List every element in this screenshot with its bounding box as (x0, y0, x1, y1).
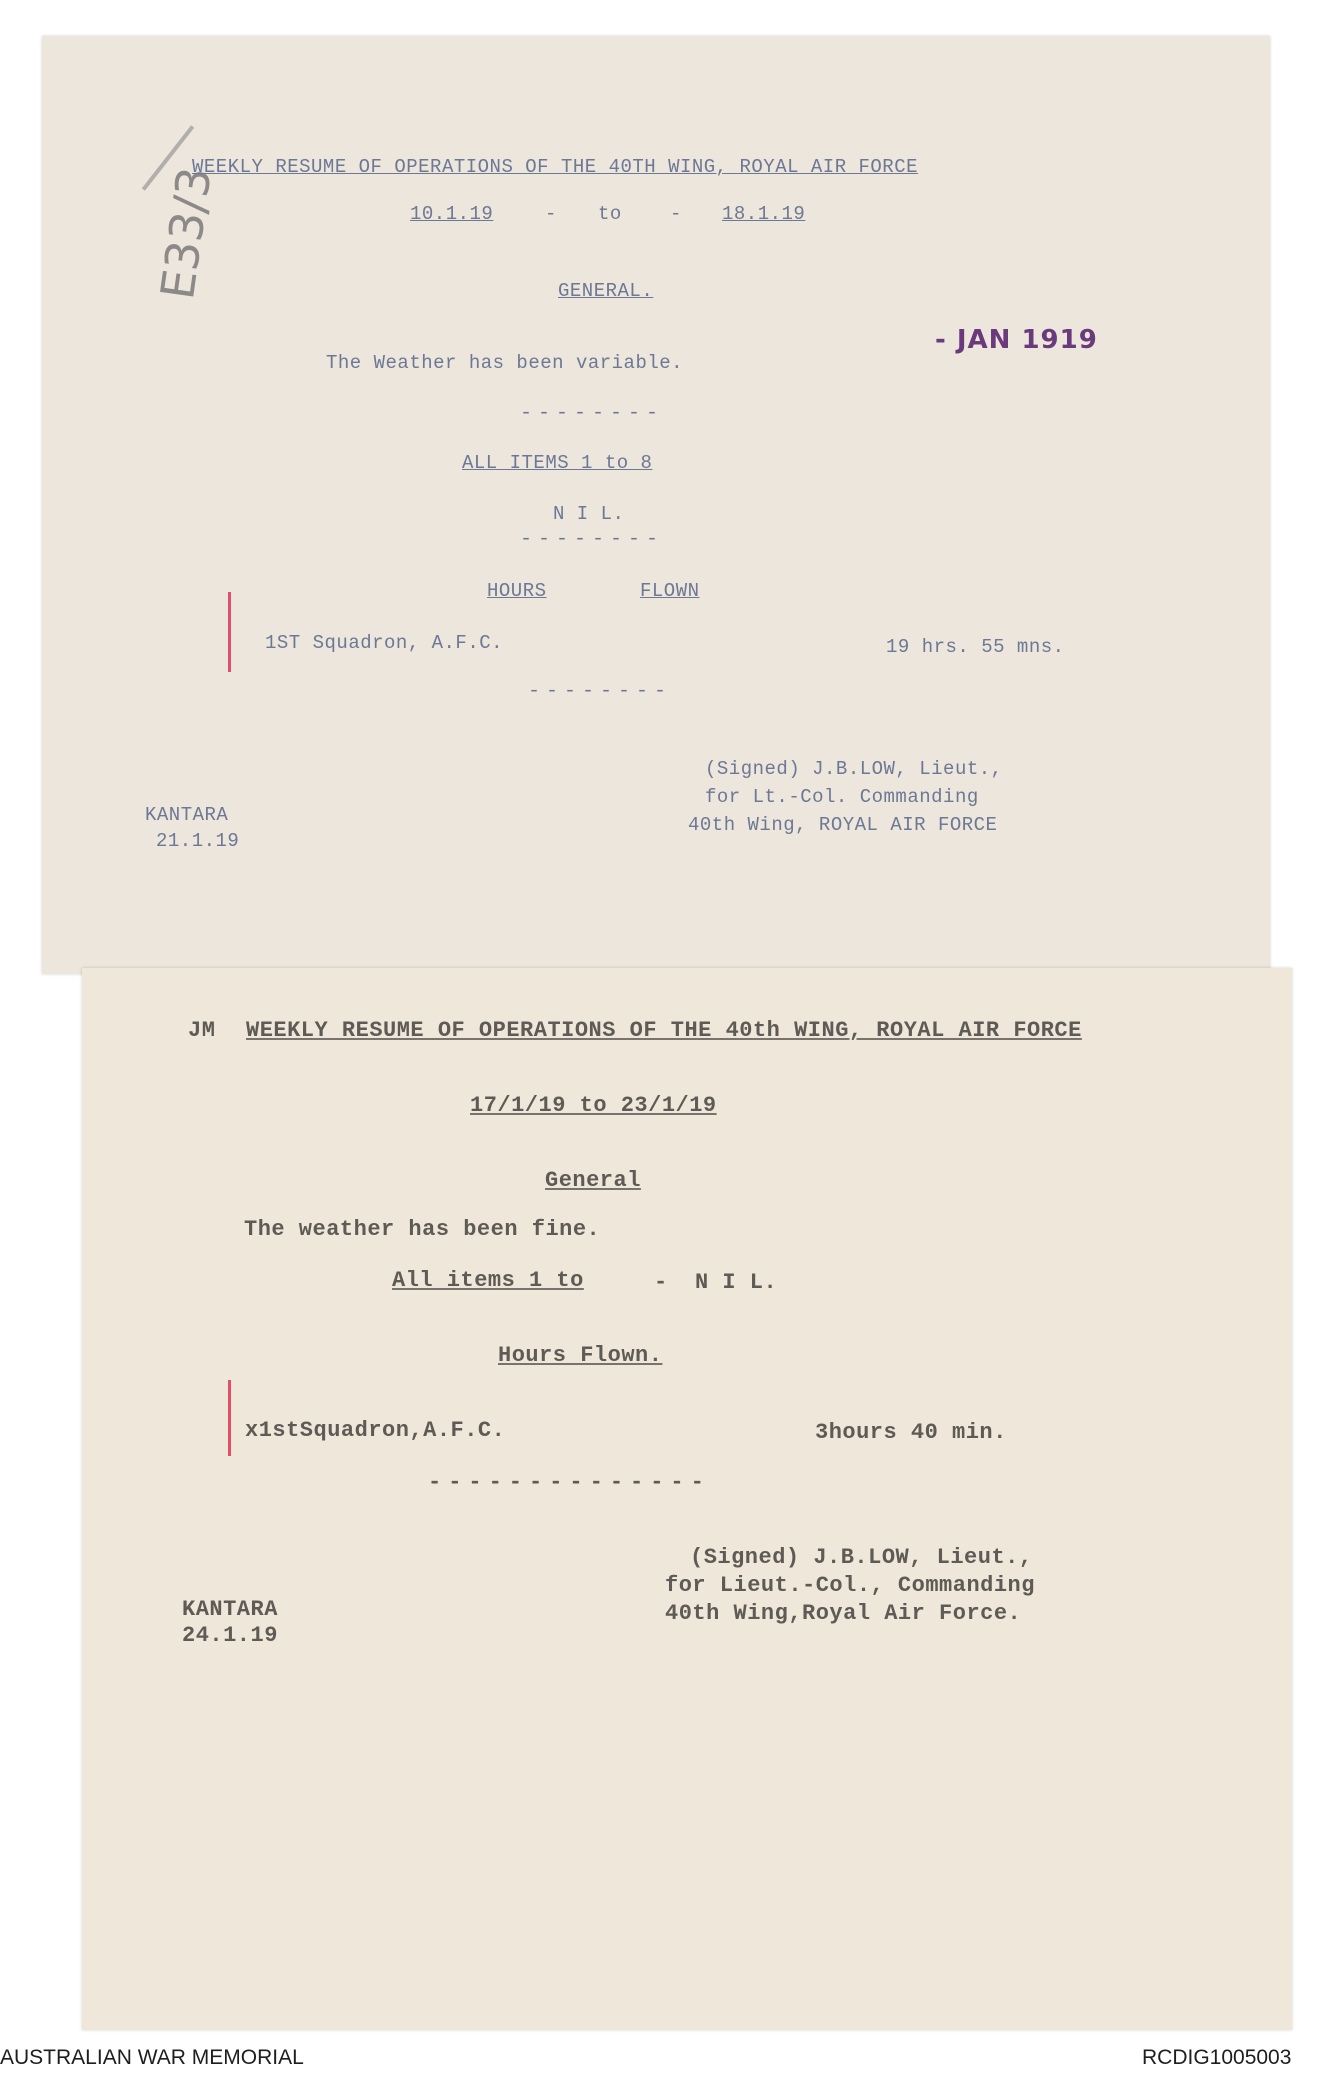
sheet1-signed-line-1: (Signed) J.B.LOW, Lieut., (705, 758, 1003, 780)
sheet1-hours-heading: HOURS (487, 580, 547, 602)
sheet2-items-heading: All items 1 to (392, 1268, 584, 1293)
sheet2-hours-heading: Hours Flown. (498, 1343, 663, 1368)
sheet2-general-heading: General (545, 1168, 641, 1193)
sheet1-divider-2: -------- (520, 528, 665, 551)
sheet1-general-heading: GENERAL. (558, 280, 654, 302)
sheet1-date-to-word: to (598, 203, 622, 225)
sheet1-date-sep-2: - (670, 203, 682, 225)
sheet1-squadron: 1ST Squadron, A.F.C. (265, 632, 504, 654)
date-stamp: - JAN 1919 (935, 325, 1098, 355)
sheet2-items-dash: - (654, 1270, 668, 1295)
sheet1-weather: The Weather has been variable. (326, 352, 684, 374)
footer-archive-name: AUSTRALIAN WAR MEMORIAL (0, 2046, 304, 2069)
sheet1-hours: 19 hrs. 55 mns. (886, 636, 1065, 658)
sheet2-margin-mark (228, 1380, 231, 1456)
sheet1-divider-1: -------- (520, 402, 665, 425)
sheet1-title: WEEKLY RESUME OF OPERATIONS OF THE 40TH WING, ROYAL AIR FORCE (192, 156, 919, 178)
sheet2-place-date: 24.1.19 (182, 1623, 278, 1648)
sheet2-divider: -------------- (428, 1470, 711, 1495)
sheet1-flown-heading: FLOWN (640, 580, 700, 602)
sheet2-weather: The weather has been fine. (244, 1217, 601, 1242)
sheet1-margin-mark (228, 592, 231, 672)
sheet2-squadron: x1stSquadron,A.F.C. (245, 1418, 506, 1443)
sheet2-signed-line-3: 40th Wing,Royal Air Force. (665, 1601, 1022, 1626)
sheet2-items-value: N I L. (695, 1270, 778, 1295)
sheet2-initials: JM (188, 1018, 216, 1043)
sheet2-hours: 3hours 40 min. (815, 1420, 1007, 1445)
sheet1-signed-line-3: 40th Wing, ROYAL AIR FORCE (688, 814, 998, 836)
sheet1-divider-3: -------- (528, 680, 673, 703)
sheet2-place: KANTARA (182, 1597, 278, 1622)
sheet1-place: KANTARA (145, 804, 229, 826)
footer-record-id: RCDIG1005003 (1142, 2046, 1292, 2069)
sheet2-title: WEEKLY RESUME OF OPERATIONS OF THE 40th WING, ROYAL AIR FORCE (246, 1018, 1082, 1043)
document-sheet-2 (82, 968, 1292, 2030)
sheet1-date-sep-1: - (545, 203, 557, 225)
handwritten-reference: E33/3 (150, 163, 222, 303)
sheet1-items-value: N I L. (553, 503, 625, 525)
sheet2-signed-line-1: (Signed) J.B.LOW, Lieut., (690, 1545, 1033, 1570)
sheet1-date-from: 10.1.19 (410, 203, 494, 225)
sheet2-signed-line-2: for Lieut.-Col., Commanding (665, 1573, 1035, 1598)
sheet1-signed-line-2: for Lt.-Col. Commanding (705, 786, 979, 808)
sheet1-place-date: 21.1.19 (156, 830, 240, 852)
sheet1-date-to: 18.1.19 (722, 203, 806, 225)
sheet1-items-heading: ALL ITEMS 1 to 8 (462, 452, 653, 474)
sheet2-dates: 17/1/19 to 23/1/19 (470, 1093, 717, 1118)
